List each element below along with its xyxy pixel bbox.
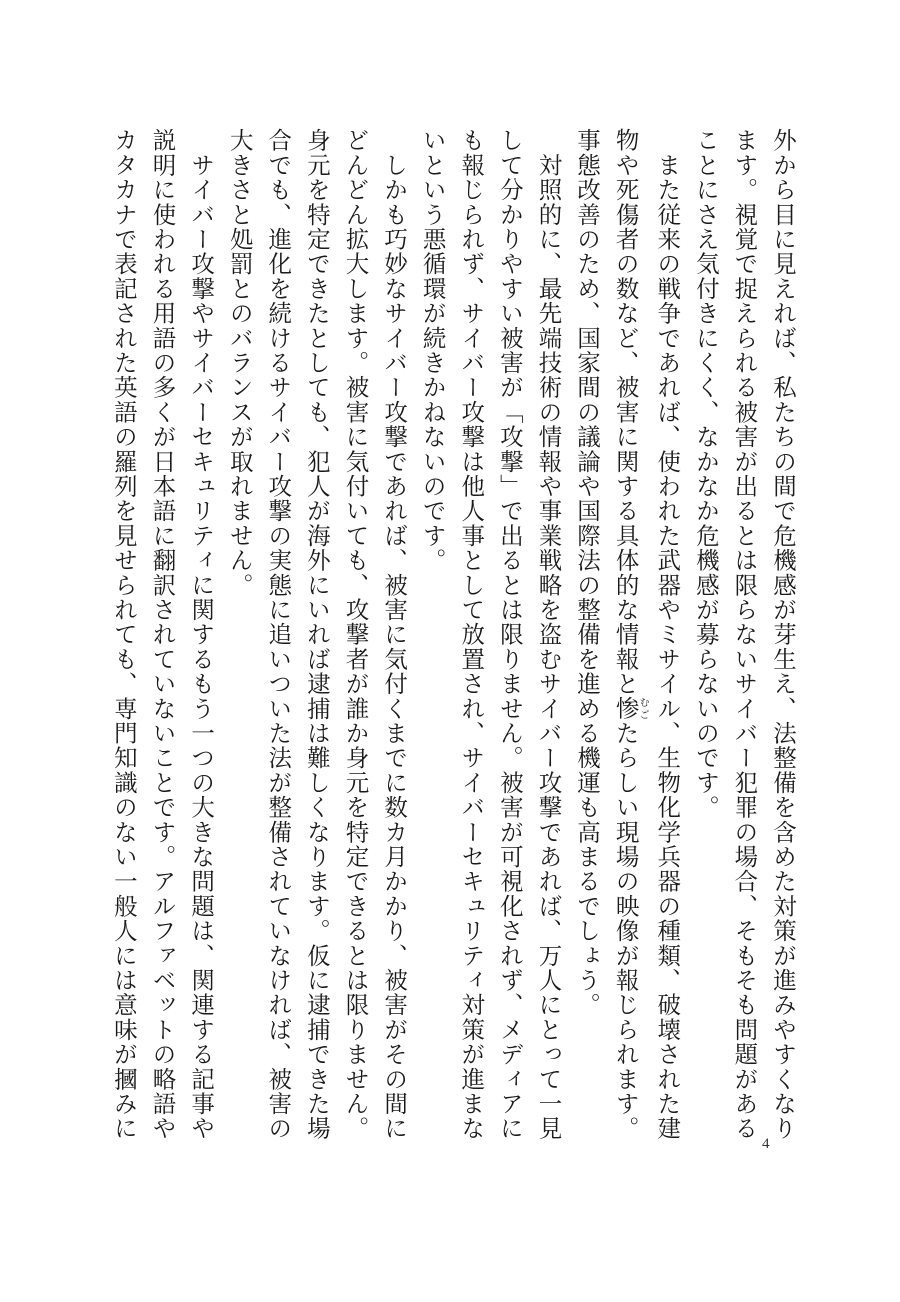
- text-line: いという悪循環が続きかねないのです。: [418, 128, 447, 573]
- text-line: サイバー攻撃やサイバーセキュリティに関するもう一つの大きな問題は、関連する記事や: [187, 128, 216, 1141]
- ruby-reading: むご: [637, 696, 649, 721]
- text-line: カタカナで表記された英語の羅列を見せられても、専門知識のない一般人には意味が摑みに: [109, 128, 138, 1141]
- ruby-base: 惨: [611, 696, 640, 721]
- text-segment: たらしい現場の映像が報じられます。: [611, 720, 640, 1141]
- text-line: して分かりやすい被害が「攻撃」で出るとは限りません。被害が可視化されず、メディアに: [495, 128, 524, 1141]
- text-line: 外から目に見えれば、私たちの間で危機感が芽生え、法整備を含めた対策が進みやすくなり: [769, 128, 797, 1141]
- text-line: 大きさと処罰とのバランスが取れません。: [225, 128, 254, 598]
- ruby-annotation: [611, 696, 649, 721]
- text-line: また従来の戦争であれば、使われた武器やミサイル、生物化学兵器の種類、破壊された建: [653, 128, 682, 1141]
- text-line: 合でも、進化を続けるサイバー攻撃の実態に追いついた法が整備されていなければ、被害の: [264, 128, 293, 1141]
- text-line: しかも巧妙なサイバー攻撃であれば、被害に気付くまでに数カ月かかり、被害がその間に: [380, 128, 409, 1141]
- text-line-with-ruby: [606, 128, 649, 1141]
- text-line: 事態改善のため、国家間の議論や国際法の整備を進める機運も高まるでしょう。: [573, 128, 602, 1018]
- text-line: 身元を特定できたとしても、犯人が海外にいれば逮捕は難しくなります。仮に逮捕できた場: [302, 128, 331, 1141]
- text-line: も報じられず、サイバー攻撃は他人事として放置され、サイバーセキュリティ対策が進まな: [457, 128, 486, 1141]
- body-text: [104, 128, 802, 1141]
- text-line: 対照的に、最先端技術の情報や事業戦略を盗むサイバー攻撃であれば、万人にとって一見: [534, 128, 563, 1141]
- text-segment: 物や死傷者の数など、被害に関する具体的な情報と: [611, 128, 640, 697]
- text-line: ます。視覚で捉えられる被害が出るとは限らないサイバー犯罪の場合、そもそも問題がある: [730, 128, 759, 1141]
- text-line: ことにさえ気付きにくく、なかなか危機感が募らないのです。: [691, 128, 720, 820]
- page-number: 4: [762, 1136, 770, 1152]
- text-line: どんどん拡大します。被害に気付いても、攻撃者が誰か身元を特定できるとは限りません。: [341, 128, 370, 1141]
- text-line: 説明に使われる用語の多くが日本語に翻訳されていないことです。アルファベットの略語や: [148, 128, 177, 1141]
